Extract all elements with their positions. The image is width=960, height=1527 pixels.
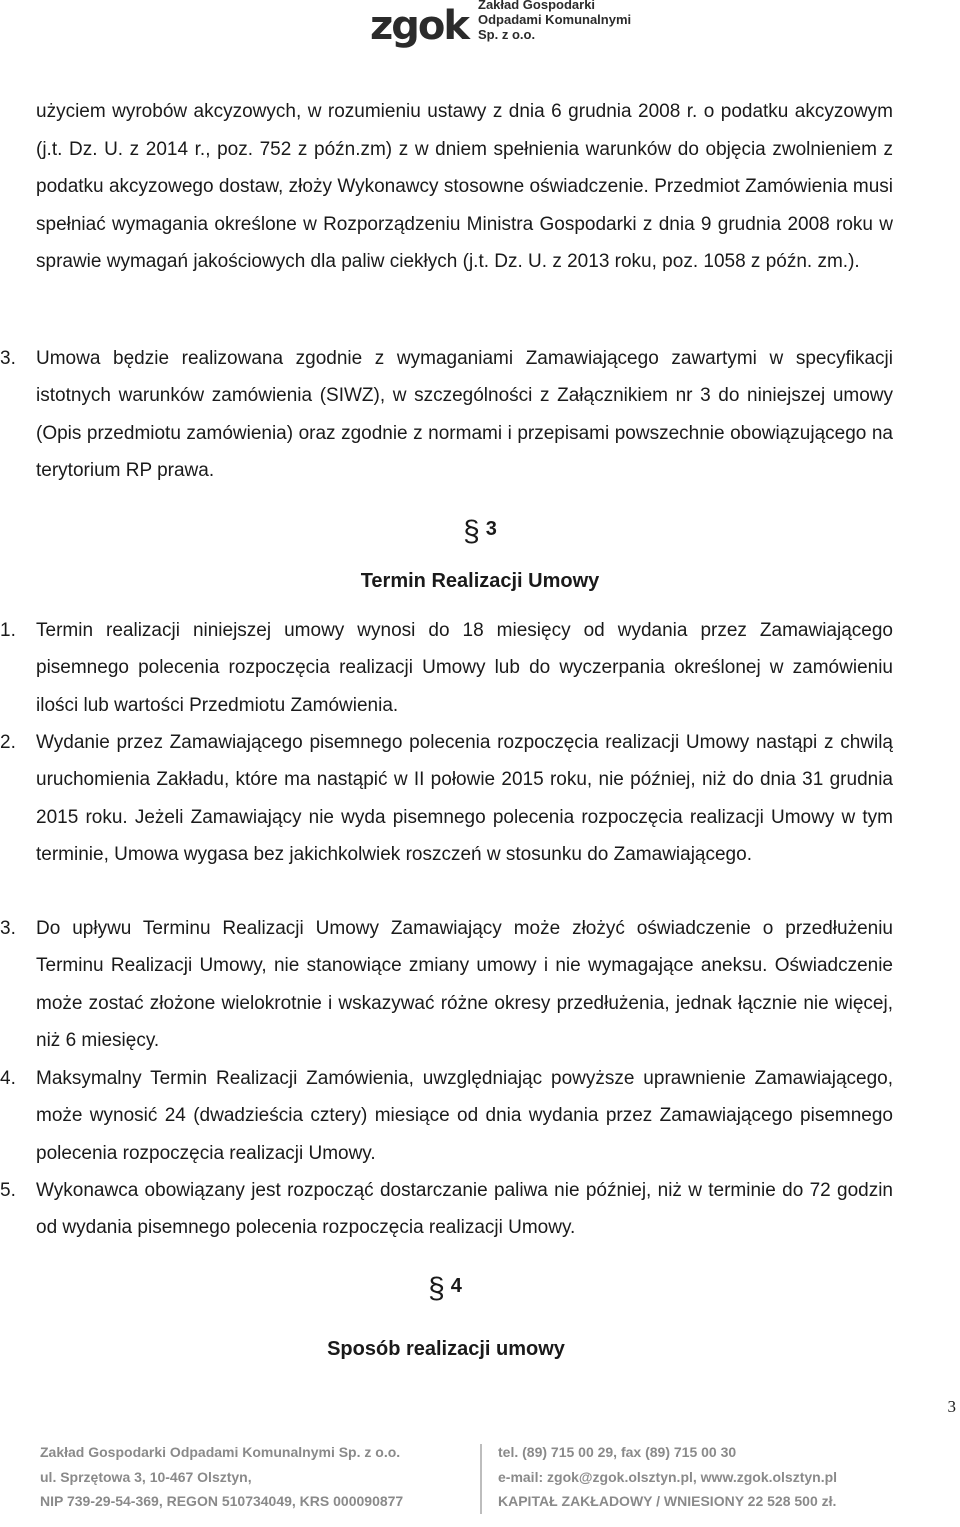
section-number: 4 [450,1275,462,1297]
list-item-text: Umowa będzie realizowana zgodnie z wymaganiami Zamawiającego zawartymi w specyfikacji istotnych warunków zamówienia (SIWZ), w szczególności z Załącznikiem nr 3 do niniejszej umowy (Opis przedmiotu zamówienia) oraz zgodnie z normami i przepisami powszechnie obowiązującego na terytorium RP prawa. [36,348,893,482]
list-item-text: Maksymalny Termin Realizacji Zamówienia, uwzględniając powyższe uprawnienie Zamawiającego, może wynosić 24 (dwadzieścia cztery) miesiące od dnia wydania przez Zamawiającego pisemnego polecenia rozpoczęcia realizacji Umowy. [36,1068,893,1164]
section-3-title: Termin Realizacji Umowy [360,570,600,592]
footer-registration: NIP 739-29-54-369, REGON 510734049, KRS 000090877 [40,1493,404,1509]
logo-wordmark: zgok [370,3,468,49]
page-footer [40,1440,960,1520]
list-item-text: Termin realizacji niniejszej umowy wynosi do 18 miesięcy od wydania przez Zamawiającego pisemnego polecenia rozpoczęcia realizacji Umowy lub do wyczerpania określonej w zamówieniu ilości lub wartości Przedmiotu Zamówienia. [36,620,893,716]
section-symbol: § [463,515,480,548]
footer-address: ul. Sprzętowa 3, 10-467 Olsztyn, [40,1468,252,1485]
list-item-text: Do upływu Terminu Realizacji Umowy Zamawiający może złożyć oświadczenie o przedłużeniu Terminu Realizacji Umowy, nie stanowiące zmiany umowy i nie wymagające aneksu. Oświadczenie może zostać złożone wielokrotnie i wskazywać różne okresy przedłużenia, jednak łącznie nie więcej, niż 6 miesięcy. [36,918,893,1052]
section-symbol: § [428,1272,445,1305]
logo-company-name [478,0,640,46]
list-item-number: 4. [0,1068,16,1089]
footer-contact-info [498,1440,958,1514]
list-item-number: 1. [0,620,16,641]
page-number: 3 [947,1397,956,1416]
list-item-number: 3. [0,348,16,369]
list-item-text: Wydanie przez Zamawiającego pisemnego polecenia rozpoczęcia realizacji Umowy nastąpi z chwilą uruchomienia Zakładu, które ma nastąpić w II połowie 2015 roku, nie później, niż do dnia 31 grudnia 2015 roku. Jeżeli Zamawiający nie wyda pisemnego polecenia rozpoczęcia realizacji Umowy w tym terminie, Umowa wygasa bez jakichkolwiek roszczeń w stosunku do Zamawiającego. [36,732,893,866]
logo-company-line2: Odpadami Komunalnymi Sp. z o.o. [478,12,632,42]
list-item-number: 5. [0,1180,16,1201]
footer-company-info [40,1440,450,1514]
company-logo [370,0,640,49]
footer-divider [480,1444,482,1514]
logo-company-line1: Zakład Gospodarki [478,0,596,12]
footer-phone: tel. (89) 715 00 29, fax (89) 715 00 30 [498,1444,737,1460]
footer-email: e-mail: zgok@zgok.olsztyn.pl, www.zgok.olsztyn.pl [498,1468,838,1485]
section-3-heading [430,515,530,549]
list-item-number: 3. [0,918,16,939]
intro-paragraph: użyciem wyrobów akcyzowych, w rozumieniu ustawy z dnia 6 grudnia 2008 r. o podatku akcyzowym (j.t. Dz. U. z 2014 r., poz. 752 z późn.zm) z w dniem spełnienia warunków do objęcia zwolnieniem z podatku akcyzowego dostaw, złoży Wykonawcy stosowne oświadczenie. Przedmiot Zamówienia musi spełniać wymagania określone w Rozporządzeniu Ministra Gospodarki z dnia 9 grudnia 2008 roku w sprawie wymagań jakościowych dla paliw ciekłych (j.t. Dz. U. z 2013 roku, poz. 1058 z późn. zm.). [36,101,893,272]
list-item-text: Wykonawca obowiązany jest rozpocząć dostarczanie paliwa nie później, niż w terminie do 72 godzin od wydania pisemnego polecenia rozpoczęcia realizacji Umowy. [36,1180,893,1239]
section-4-title: Sposób realizacji umowy [327,1338,565,1360]
list-item-number: 2. [0,732,16,753]
footer-capital: KAPITAŁ ZAKŁADOWY / WNIESIONY 22 528 500 zł. [498,1493,837,1509]
section-4-heading [395,1272,495,1306]
section-number: 3 [485,518,497,540]
footer-company-name: Zakład Gospodarki Odpadami Komunalnymi Sp. z o.o. [40,1444,401,1460]
